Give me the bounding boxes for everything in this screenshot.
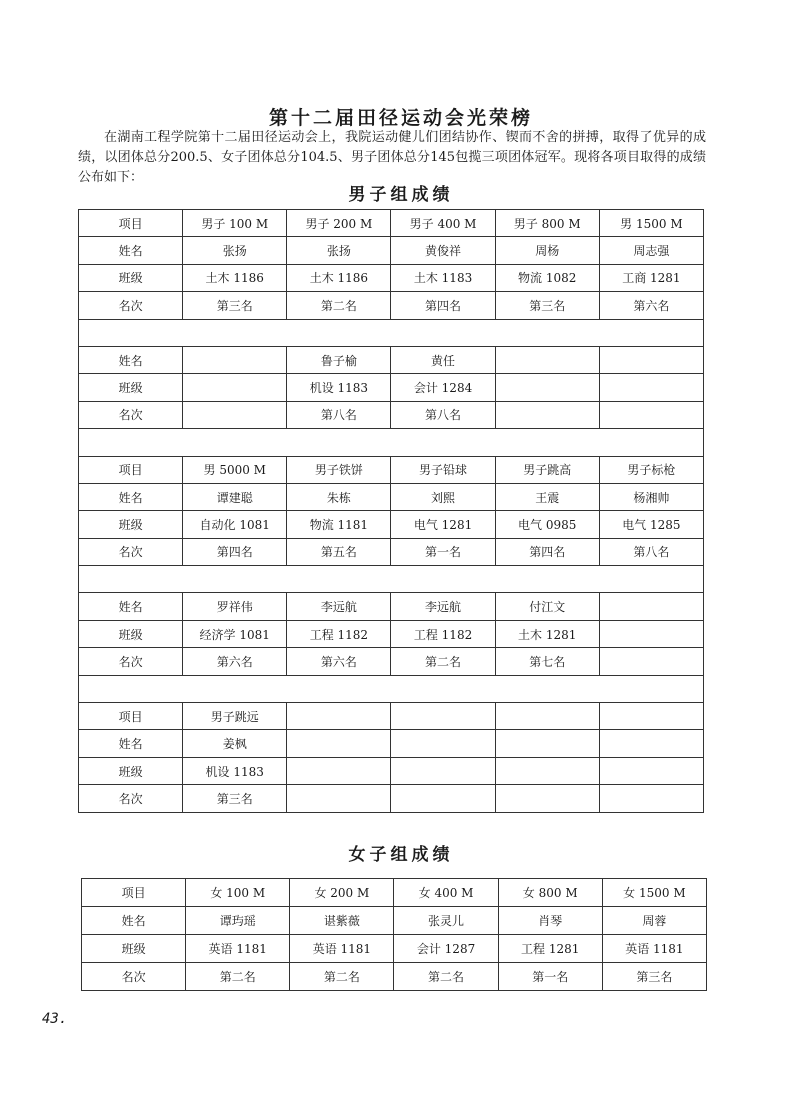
table-cell: 张扬 — [183, 237, 287, 264]
table-cell: 第八名 — [599, 538, 703, 565]
table-row — [79, 593, 704, 620]
row-header-cell: 名次 — [79, 648, 183, 675]
table-row — [82, 907, 707, 935]
table-cell: 男子 400 M — [391, 210, 495, 237]
table-cell: 第二名 — [391, 648, 495, 675]
row-header-cell: 班级 — [82, 935, 186, 963]
table-cell: 电气 0985 — [495, 511, 599, 538]
table-cell: 第三名 — [183, 292, 287, 319]
table-cell — [599, 648, 703, 675]
table-cell — [183, 401, 287, 428]
table-cell: 第三名 — [495, 292, 599, 319]
table-cell: 周志强 — [599, 237, 703, 264]
table-row — [82, 963, 707, 991]
table-cell: 第二名 — [287, 292, 391, 319]
table-row — [79, 456, 704, 483]
table-cell: 肖琴 — [498, 907, 602, 935]
table-cell: 工商 1281 — [599, 264, 703, 291]
table-cell: 女 100 M — [186, 879, 290, 907]
table-cell: 第七名 — [495, 648, 599, 675]
table-cell: 会计 1284 — [391, 374, 495, 401]
table-cell: 机设 1183 — [287, 374, 391, 401]
row-header-cell: 名次 — [79, 538, 183, 565]
table-cell: 第二名 — [290, 963, 394, 991]
row-header-cell: 项目 — [79, 210, 183, 237]
table-row — [79, 346, 704, 373]
table-cell: 黄任 — [391, 346, 495, 373]
table-cell: 杨湘帅 — [599, 483, 703, 510]
table-cell: 女 1500 M — [602, 879, 706, 907]
table-row — [79, 292, 704, 319]
table-cell: 王震 — [495, 483, 599, 510]
row-header-cell: 项目 — [79, 456, 183, 483]
table-row — [79, 648, 704, 675]
table-cell: 女 200 M — [290, 879, 394, 907]
table-cell: 朱栋 — [287, 483, 391, 510]
separator-cell — [79, 319, 704, 346]
table-cell: 黄俊祥 — [391, 237, 495, 264]
table-cell: 男 1500 M — [599, 210, 703, 237]
table-cell: 男子铁饼 — [287, 456, 391, 483]
row-header-cell: 班级 — [79, 374, 183, 401]
table-cell — [599, 757, 703, 784]
table-cell — [391, 757, 495, 784]
table-cell: 第四名 — [391, 292, 495, 319]
row-header-cell: 名次 — [79, 401, 183, 428]
table-cell: 第八名 — [287, 401, 391, 428]
table-cell — [391, 703, 495, 730]
table-cell: 英语 1181 — [602, 935, 706, 963]
table-cell: 男子跳远 — [183, 703, 287, 730]
separator-cell — [79, 429, 704, 456]
table-cell: 土木 1183 — [391, 264, 495, 291]
table-cell: 男子 800 M — [495, 210, 599, 237]
table-cell: 第四名 — [183, 538, 287, 565]
table-cell — [183, 374, 287, 401]
table-row — [79, 757, 704, 784]
table-cell: 男子 200 M — [287, 210, 391, 237]
table-cell: 第六名 — [183, 648, 287, 675]
table-cell — [599, 620, 703, 647]
table-cell: 机设 1183 — [183, 757, 287, 784]
table-cell: 第三名 — [602, 963, 706, 991]
table-row — [79, 620, 704, 647]
table-row — [79, 210, 704, 237]
table-cell — [495, 703, 599, 730]
table-cell: 第二名 — [394, 963, 498, 991]
row-header-cell: 班级 — [79, 620, 183, 647]
row-header-cell: 项目 — [82, 879, 186, 907]
table-cell: 工程 1281 — [498, 935, 602, 963]
row-header-cell: 姓名 — [82, 907, 186, 935]
table-cell — [287, 703, 391, 730]
table-cell: 男子铅球 — [391, 456, 495, 483]
row-header-cell: 名次 — [79, 292, 183, 319]
table-cell — [495, 346, 599, 373]
table-cell: 第二名 — [186, 963, 290, 991]
table-row — [79, 264, 704, 291]
table-cell — [495, 730, 599, 757]
table-cell — [287, 730, 391, 757]
table-cell: 自动化 1081 — [183, 511, 287, 538]
table-cell — [599, 703, 703, 730]
table-cell — [287, 757, 391, 784]
row-header-cell: 项目 — [79, 703, 183, 730]
table-row — [79, 730, 704, 757]
table-row — [79, 237, 704, 264]
table-cell: 第五名 — [287, 538, 391, 565]
table-cell: 女 400 M — [394, 879, 498, 907]
women-results-table — [81, 878, 707, 991]
table-cell: 张扬 — [287, 237, 391, 264]
page-number: 43. — [42, 1011, 68, 1027]
table-cell — [495, 757, 599, 784]
table-cell — [495, 374, 599, 401]
table-cell: 第一名 — [391, 538, 495, 565]
row-header-cell: 班级 — [79, 757, 183, 784]
table-cell — [599, 346, 703, 373]
table-cell — [599, 593, 703, 620]
separator-row — [79, 675, 704, 702]
row-header-cell: 名次 — [79, 785, 183, 812]
separator-row — [79, 319, 704, 346]
table-cell — [495, 785, 599, 812]
row-header-cell: 名次 — [82, 963, 186, 991]
row-header-cell: 班级 — [79, 264, 183, 291]
table-cell — [391, 730, 495, 757]
table-cell — [599, 374, 703, 401]
table-cell — [391, 785, 495, 812]
table-cell: 谌紫薇 — [290, 907, 394, 935]
table-cell: 土木 1281 — [495, 620, 599, 647]
table-cell: 第四名 — [495, 538, 599, 565]
row-header-cell: 姓名 — [79, 730, 183, 757]
table-cell: 会计 1287 — [394, 935, 498, 963]
table-cell: 付江文 — [495, 593, 599, 620]
table-cell: 第三名 — [183, 785, 287, 812]
intro-paragraph: 在湖南工程学院第十二届田径运动会上，我院运动健儿们团结协作、锲而不舍的拼搏，取得了优异的成绩，以团体总分200.5、女子团体总分104.5、男子团体总分145包揽三项团体冠军。现将各项目取得的成绩公布如下： — [78, 130, 706, 185]
table-cell: 第一名 — [498, 963, 602, 991]
table-row — [79, 511, 704, 538]
table-cell: 英语 1181 — [186, 935, 290, 963]
table-cell: 刘熙 — [391, 483, 495, 510]
table-cell: 谭玙瑶 — [186, 907, 290, 935]
table-row — [79, 785, 704, 812]
table-cell — [287, 785, 391, 812]
table-row — [82, 935, 707, 963]
table-cell — [599, 730, 703, 757]
table-cell: 第八名 — [391, 401, 495, 428]
table-cell: 土木 1186 — [183, 264, 287, 291]
separator-row — [79, 566, 704, 593]
table-cell: 土木 1186 — [287, 264, 391, 291]
row-header-cell: 姓名 — [79, 483, 183, 510]
table-cell: 电气 1281 — [391, 511, 495, 538]
table-row — [79, 374, 704, 401]
table-cell — [599, 401, 703, 428]
separator-row — [79, 429, 704, 456]
table-cell: 男子跳高 — [495, 456, 599, 483]
table-cell: 电气 1285 — [599, 511, 703, 538]
table-cell: 第六名 — [287, 648, 391, 675]
table-cell — [183, 346, 287, 373]
table-cell — [599, 785, 703, 812]
separator-cell — [79, 675, 704, 702]
men-results-table — [78, 209, 704, 813]
table-cell: 工程 1182 — [287, 620, 391, 647]
table-row — [79, 483, 704, 510]
row-header-cell: 姓名 — [79, 237, 183, 264]
table-cell: 经济学 1081 — [183, 620, 287, 647]
row-header-cell: 班级 — [79, 511, 183, 538]
row-header-cell: 姓名 — [79, 346, 183, 373]
table-cell: 物流 1181 — [287, 511, 391, 538]
table-cell: 女 800 M — [498, 879, 602, 907]
table-cell: 罗祥伟 — [183, 593, 287, 620]
table-cell: 男子标枪 — [599, 456, 703, 483]
table-cell: 工程 1182 — [391, 620, 495, 647]
table-cell: 周蓉 — [602, 907, 706, 935]
table-cell: 鲁子榆 — [287, 346, 391, 373]
women-section-heading: 女子组成绩 — [348, 845, 454, 865]
table-row — [79, 703, 704, 730]
table-row — [79, 538, 704, 565]
table-cell: 英语 1181 — [290, 935, 394, 963]
table-row — [79, 401, 704, 428]
table-cell: 第六名 — [599, 292, 703, 319]
table-cell: 李远航 — [391, 593, 495, 620]
men-section-heading: 男子组成绩 — [348, 185, 454, 205]
table-cell: 李远航 — [287, 593, 391, 620]
table-row — [82, 879, 707, 907]
table-cell: 张灵儿 — [394, 907, 498, 935]
row-header-cell: 姓名 — [79, 593, 183, 620]
table-cell: 男子 100 M — [183, 210, 287, 237]
table-cell: 物流 1082 — [495, 264, 599, 291]
table-cell: 男 5000 M — [183, 456, 287, 483]
table-cell: 谭建聪 — [183, 483, 287, 510]
table-cell: 周杨 — [495, 237, 599, 264]
table-cell — [495, 401, 599, 428]
separator-cell — [79, 566, 704, 593]
page-title: 第十二届田径运动会光荣榜 — [268, 107, 533, 129]
table-cell: 姜枫 — [183, 730, 287, 757]
